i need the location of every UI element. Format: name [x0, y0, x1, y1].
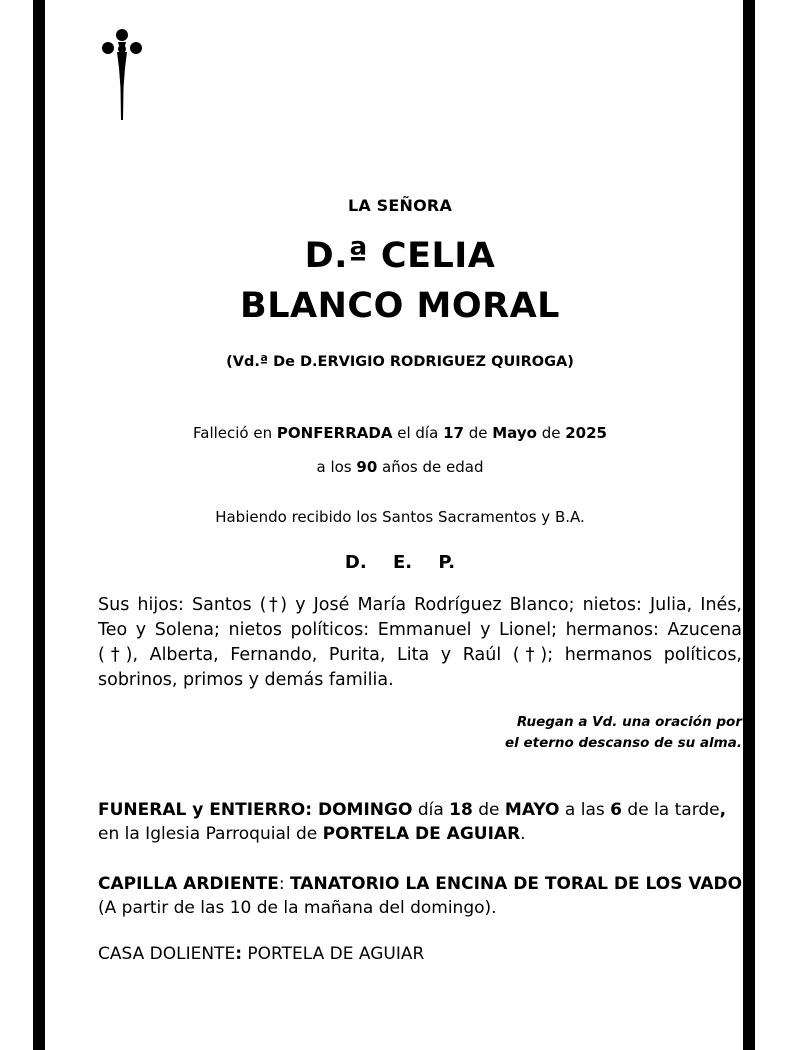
casa-colon: :: [235, 944, 242, 964]
funeral-comma: ,: [719, 800, 727, 820]
casa-label: CASA DOLIENTE: [98, 944, 236, 964]
prayer-line-2: el eterno descanso de su alma.: [505, 735, 742, 751]
death-prefix: Falleció en: [193, 424, 273, 442]
age-line: [60, 458, 740, 476]
capilla-place: TANATORIO LA ENCINA DE TORAL DE LOS VADOS: [290, 874, 755, 894]
age-years: 90: [356, 458, 378, 476]
funeral-a-las: a las: [564, 800, 605, 820]
widow-of: (Vd.ª De D.ERVIGIO RODRIGUEZ QUIROGA): [226, 354, 574, 370]
funeral-line-2: [98, 822, 726, 846]
deceased-name-surnames: BLANCO MORAL: [240, 286, 560, 326]
death-year: 2025: [565, 424, 607, 442]
capilla-line-2: (A partir de las 10 de la mañana del domingo).: [98, 898, 497, 918]
capilla-label: CAPILLA ARDIENTE: [98, 874, 279, 894]
funeral-church: en la Iglesia Parroquial de: [98, 824, 318, 844]
death-el-dia: el día: [397, 424, 439, 442]
cross-icon: [100, 28, 144, 122]
prayer-line-1: Ruegan a Vd. una oración por: [516, 714, 742, 730]
casa-place: PORTELA DE AGUIAR: [247, 944, 425, 964]
funeral-day: 18: [449, 800, 473, 820]
sacraments-line: Habiendo recibido los Santos Sacramentos y B.A.: [215, 508, 585, 526]
casa-block: [98, 942, 424, 966]
age-suffix: años de edad: [382, 458, 484, 476]
funeral-label: FUNERAL y ENTIERRO: DOMINGO: [98, 800, 413, 820]
funeral-period: .: [520, 824, 526, 844]
capilla-line-1: [98, 872, 754, 896]
dep-line: D. E. P.: [344, 552, 456, 573]
funeral-line-1: [98, 798, 726, 822]
death-de1: de: [468, 424, 488, 442]
death-day: 17: [443, 424, 464, 442]
funeral-hour: 6: [610, 800, 622, 820]
heading: LA SEÑORA: [347, 196, 453, 215]
death-line: [60, 424, 740, 442]
deceased-name-first: D.ª CELIA: [304, 236, 496, 276]
prayer-request: [505, 712, 742, 754]
death-de2: de: [541, 424, 561, 442]
funeral-block: [98, 798, 726, 846]
family-paragraph: Sus hijos: Santos (†) y José María Rodríguez Blanco; nietos: Julia, Inés, Teo y Solena; nietos políticos: Emmanuel y Lionel; hermanos: Azucena (†), Alberta, Fernando, Purita, Lita y Raúl (†); hermanos políticos, sobrinos, primos y demás familia.: [98, 595, 742, 690]
age-prefix: a los: [316, 458, 352, 476]
capilla-colon: :: [278, 874, 285, 894]
death-month: Mayo: [492, 424, 537, 442]
funeral-de: de: [478, 800, 500, 820]
funeral-place: PORTELA DE AGUIAR: [322, 824, 521, 844]
death-place: PONFERRADA: [276, 424, 393, 442]
funeral-month: MAYO: [504, 800, 560, 820]
funeral-dia: día: [417, 800, 444, 820]
capilla-block: [98, 872, 754, 920]
funeral-tarde: de la tarde: [627, 800, 720, 820]
